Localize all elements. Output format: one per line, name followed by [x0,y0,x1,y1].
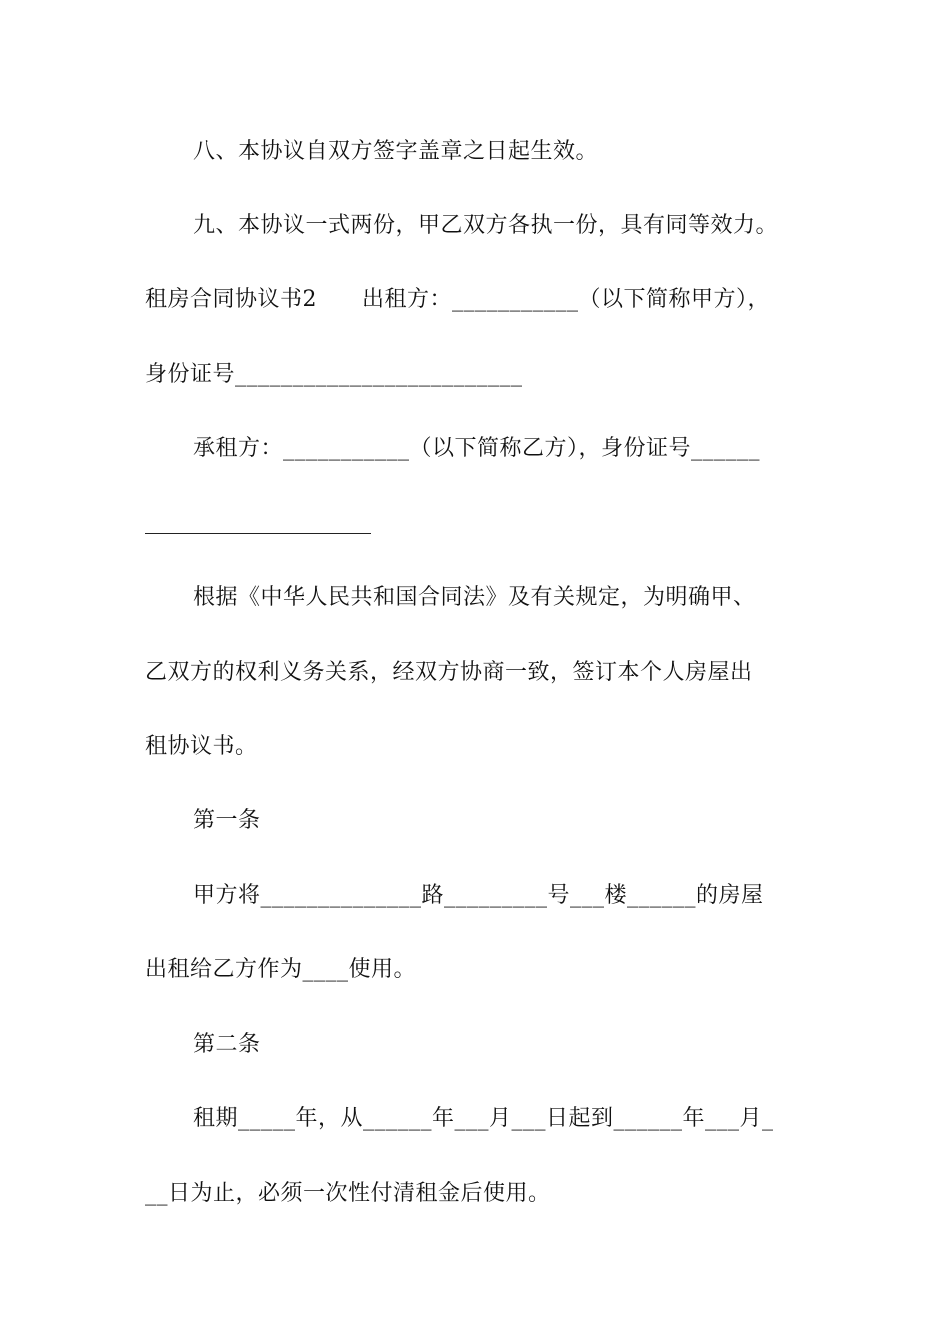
clause-9: 九、本协议一式两份，甲乙双方各执一份，具有同等效力。 [193,213,779,238]
clause-8: 八、本协议自双方签字盖章之日起生效。 [193,139,599,164]
article-2-heading: 第二条 [193,1032,261,1057]
article-2-line-1: 租期_____年，从______年___月___日起到______年___月_ [193,1106,774,1131]
article-1-line-2: 出租给乙方作为____使用。 [145,957,417,982]
article-1-heading: 第一条 [193,808,261,833]
id-number-blank-continuation [145,533,371,534]
contract-title-lessor: 租房合同协议书2 出租方：___________（以下简称甲方）， [145,287,770,312]
article-2-line-2: __日为止，必须一次性付清租金后使用。 [145,1181,551,1206]
lessee-line: 承租方：___________（以下简称乙方），身份证号______ [193,436,761,461]
preamble-line-2: 乙双方的权利义务关系，经双方协商一致，签订本个人房屋出 [145,660,753,685]
preamble-line-3: 租协议书。 [145,734,258,759]
lessor-id-number: 身份证号_________________________ [145,362,523,387]
preamble-line-1: 根据《中华人民共和国合同法》及有关规定，为明确甲、 [193,585,756,610]
article-1-line-1: 甲方将______________路_________号___楼______的房屋 [193,883,764,908]
